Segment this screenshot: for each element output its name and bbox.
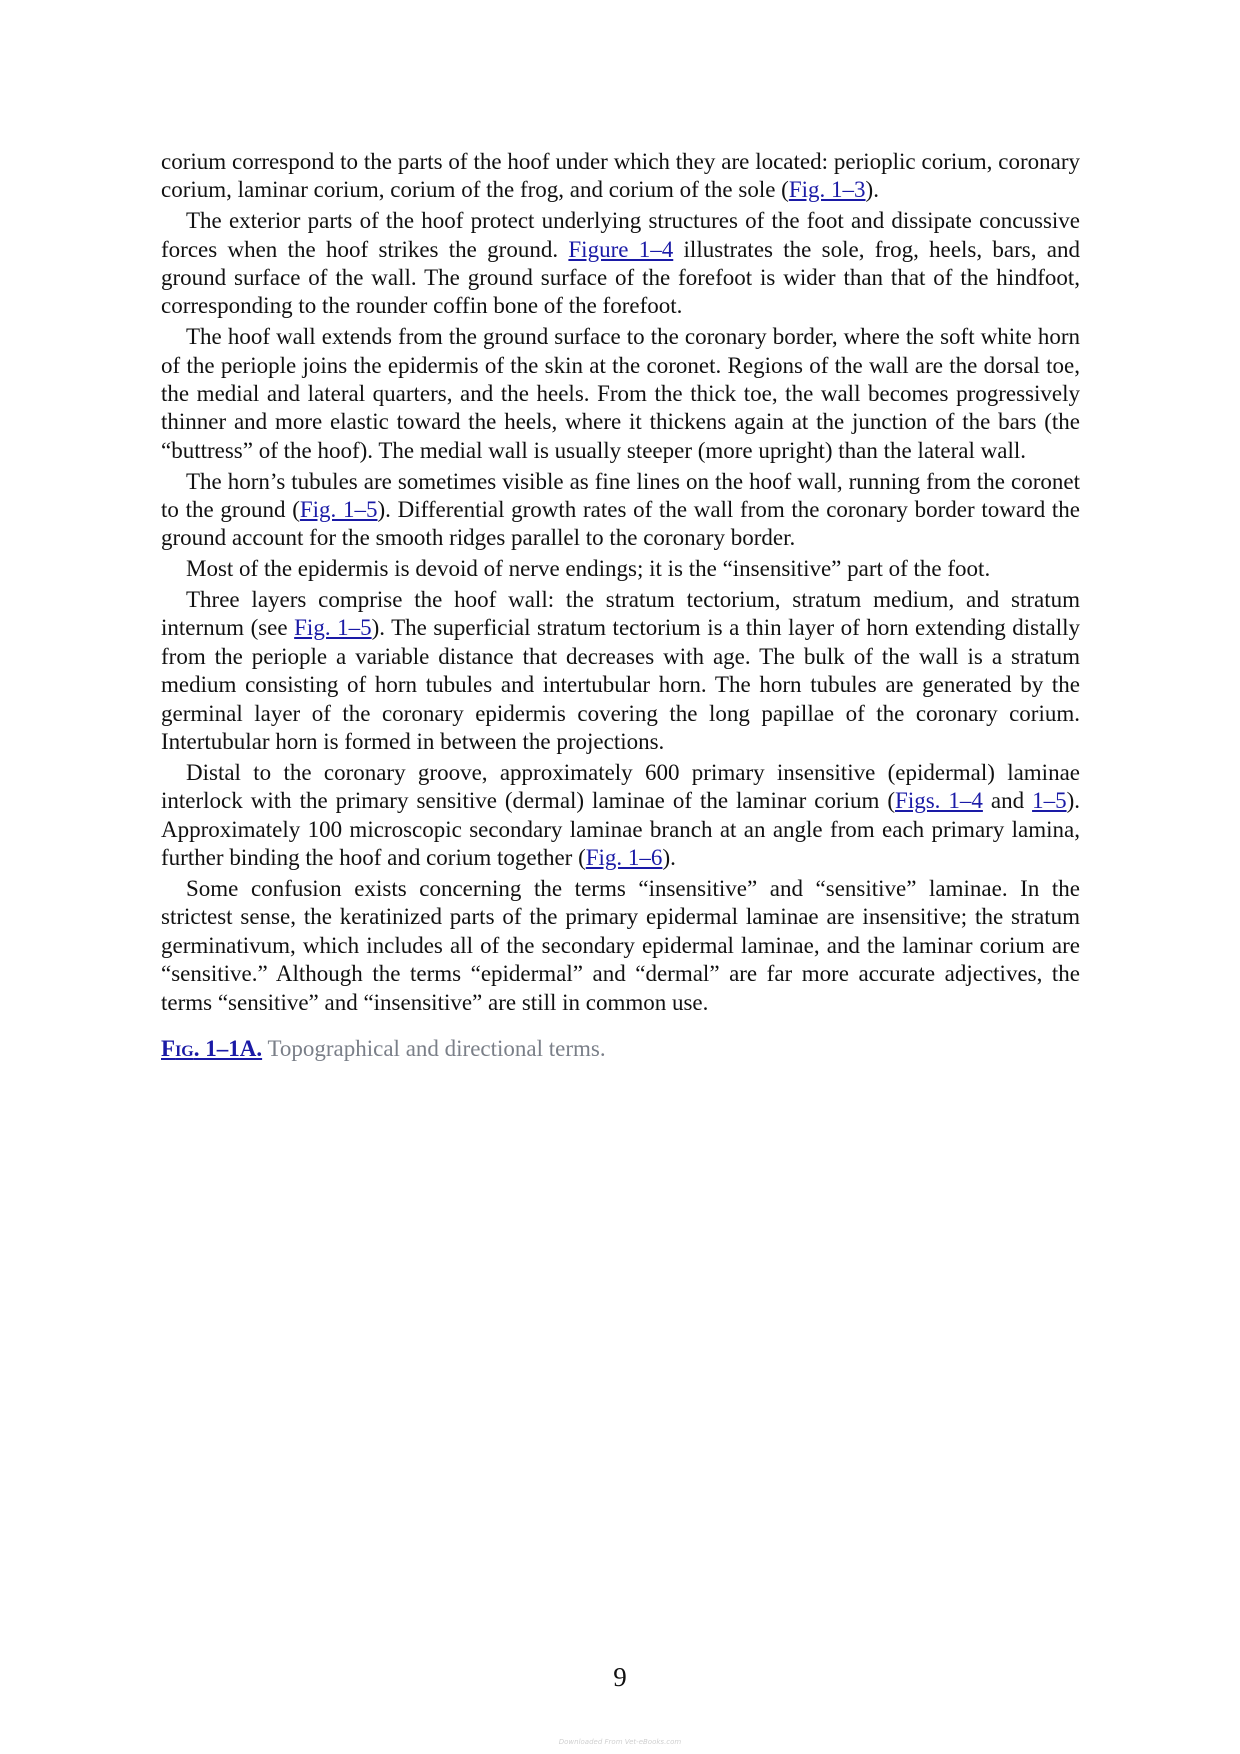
paragraph-text: The exterior parts of the hoof protect underlying structures of the foot and dissipate concussive forces when the hoof strikes the ground. (161, 208, 1080, 262)
paragraph-text: ). The superficial stratum tectorium is a thin layer of horn extending distally from the periople a variable distance that decreases with age. The bulk of the wall is a stratum medium consisting of horn tubules and intertubular horn. The horn tubules are generated by the germinal layer of the coronary epidermis covering the long papillae of the coronary corium. Intertubular horn is formed in between the projections. (161, 615, 1080, 755)
paragraph (161, 468, 1080, 553)
figure-caption-text: Topographical and directional terms. (262, 1035, 606, 1061)
figure-label-initial: F (161, 1035, 176, 1061)
figure-reference-link[interactable]: Fig. 1–5 (294, 615, 372, 641)
figure-reference-link[interactable]: Figure 1–4 (568, 236, 674, 262)
paragraph (161, 759, 1080, 873)
figure-caption (161, 1035, 1080, 1063)
page-number: 9 (613, 1662, 627, 1692)
figure-reference-link[interactable]: 1–5 (1032, 788, 1067, 814)
paragraph (161, 586, 1080, 756)
paragraph-text: The horn’s tubules are sometimes visible as fine lines on the hoof wall, running from the coronet to the ground ( (161, 468, 1080, 523)
figure-1-1a-link[interactable] (161, 1036, 262, 1061)
paragraph-text: corium correspond to the parts of the hoof under which they are located: perioplic corium, coronary corium, laminar corium, corium of the frog, and corium of the sole ( (161, 149, 1080, 203)
watermark: Downloaded From Vet-eBooks.com (558, 1738, 682, 1746)
figure-reference-link[interactable]: Fig. 1–5 (299, 497, 378, 523)
paragraph (161, 207, 1080, 321)
paragraph-text: ). (865, 177, 879, 203)
figure-reference-link[interactable]: Fig. 1–6 (585, 845, 663, 871)
page-body (161, 148, 1080, 1063)
paragraph (161, 875, 1080, 1017)
paragraph-text: ). Differential growth rates of the wall from the coronary border toward the ground account for the smooth ridges parallel to the coronary border. (161, 497, 1080, 551)
paragraph (161, 148, 1080, 205)
paragraph-text: Three layers comprise the hoof wall: the stratum tectorium, stratum medium, and stratum internum (see (161, 587, 1080, 641)
figure-label-smallcaps: ig (175, 1035, 194, 1061)
paragraph (161, 555, 1080, 583)
paragraph-text: and (982, 788, 1033, 814)
body-text (161, 148, 1080, 1017)
figure-reference-link[interactable]: Fig. 1–3 (788, 177, 866, 203)
figure-label-number: . 1–1A. (193, 1035, 263, 1061)
figure-reference-link[interactable]: Figs. 1–4 (895, 788, 983, 814)
paragraph-text: Distal to the coronary groove, approximately 600 primary insensitive (epidermal) laminae interlock with the primary sensitive (dermal) laminae of the laminar corium ( (161, 759, 1080, 814)
paragraph-text: Most of the epidermis is devoid of nerve endings; it is the “insensitive” part of the foot. (186, 556, 991, 582)
paragraph-text: ). Approximately 100 microscopic secondary laminae branch at an angle from each primary lamina, further binding the hoof and corium together ( (161, 788, 1080, 871)
paragraph-text: Some confusion exists concerning the terms “insensitive” and “sensitive” laminae. In the strictest sense, the keratinized parts of the primary epidermal laminae are insensitive; the stratum germinativum, which includes all of the secondary epidermal laminae, and the laminar corium are “sensitive.” Although the terms “epidermal” and “dermal” are far more accurate adjectives, the terms “sensitive” and “insensitive” are still in common use. (161, 875, 1080, 1015)
paragraph (161, 323, 1080, 465)
paragraph-text: ). (662, 845, 676, 871)
paragraph-text: The hoof wall extends from the ground surface to the coronary border, where the soft white horn of the periople joins the epidermis of the skin at the coronet. Regions of the wall are the dorsal toe, the medial and lateral quarters, and the heels. From the thick toe, the wall becomes progressively thinner and more elastic toward the heels, where it thickens again at the junction of the bars (the “buttress” of the hoof). The medial wall is usually steeper (more upright) than the lateral wall. (161, 324, 1080, 463)
paragraph-text: illustrates the sole, frog, heels, bars, and ground surface of the wall. The ground surface of the forefoot is wider than that of the hindfoot, corresponding to the rounder coffin bone of the forefoot. (161, 236, 1080, 319)
